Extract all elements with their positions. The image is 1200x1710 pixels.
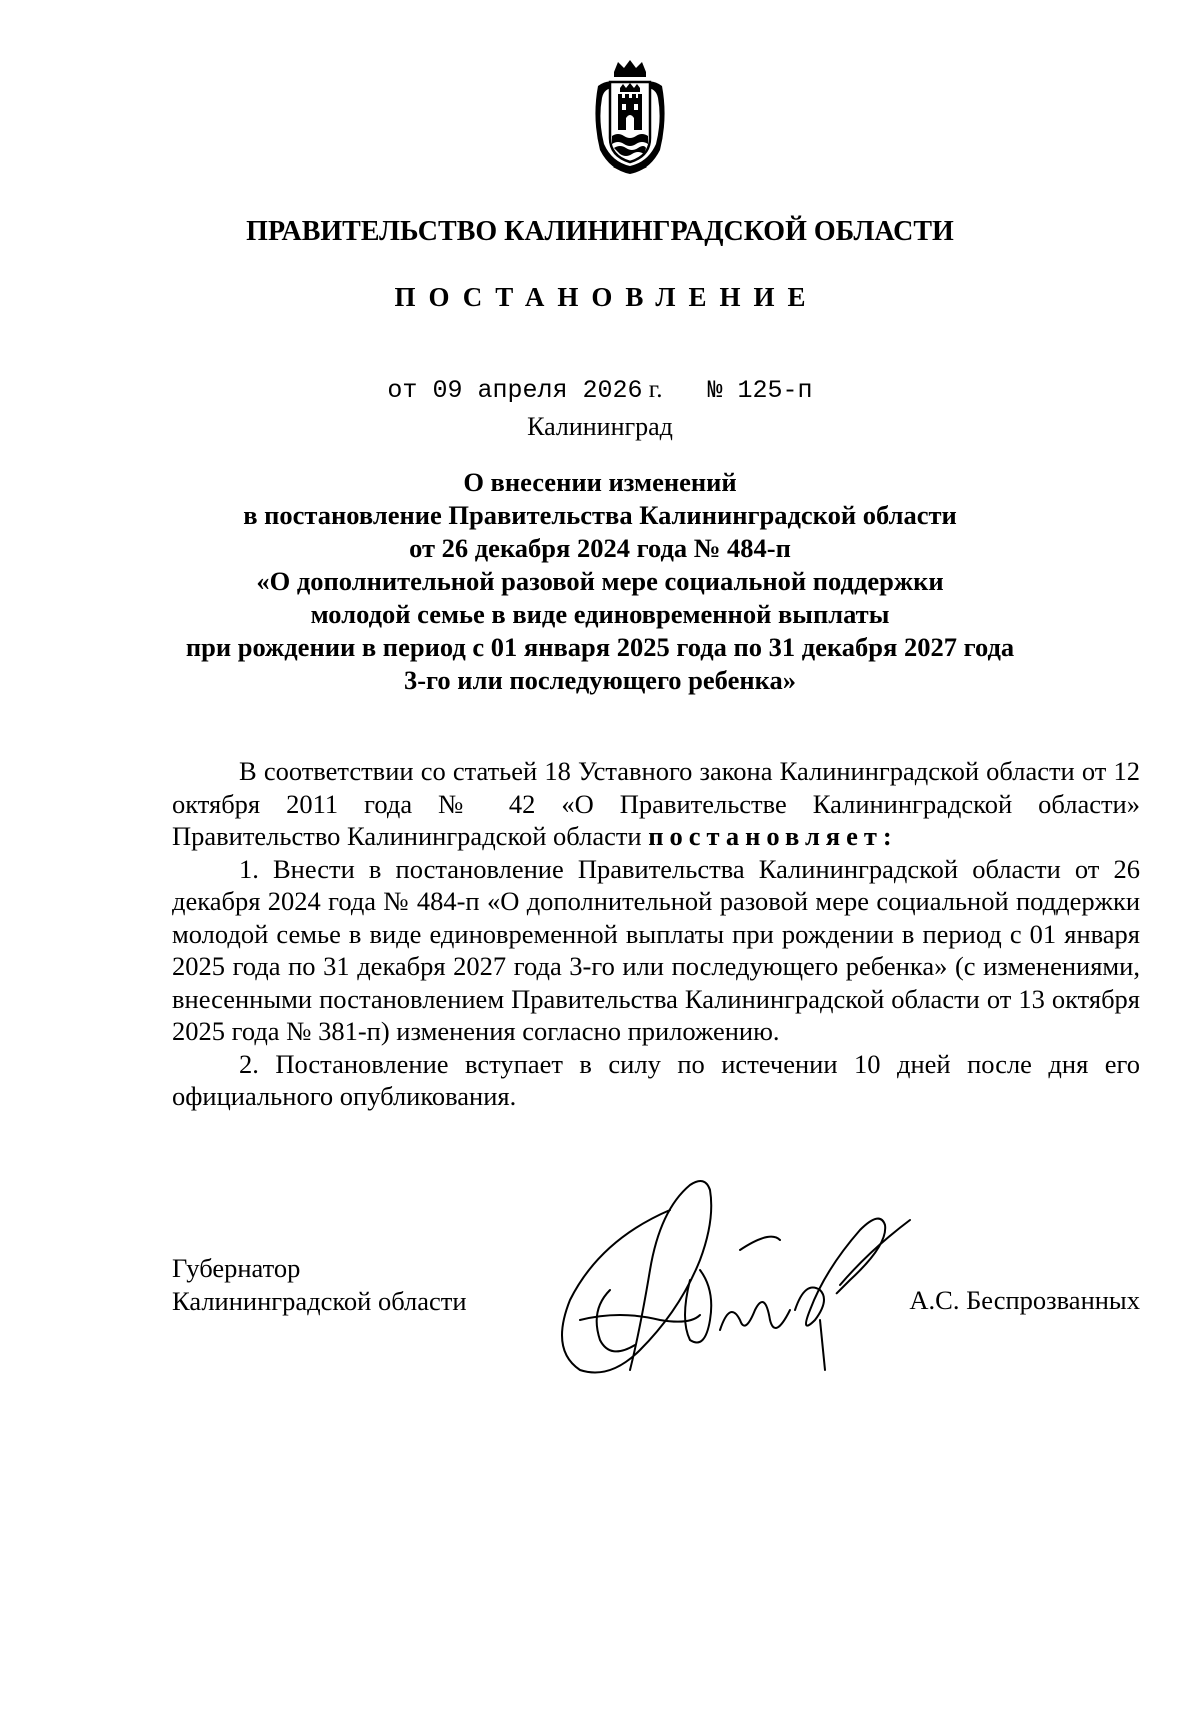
date-day: 09: [432, 376, 463, 405]
date-year-suffix: г.: [648, 376, 663, 403]
subject-line: при рождении в период с 01 января 2025 года по 31 декабря 2027 года: [185, 632, 1015, 662]
subject-line: «О дополнительной разовой мере социальной поддержки: [256, 566, 944, 596]
document-body: [172, 755, 1140, 1113]
signatory-name: А.С. Беспрозванных: [909, 1285, 1140, 1315]
subject-line: в постановление Правительства Калининградской области: [243, 500, 957, 530]
number-sign: №: [707, 376, 723, 405]
subject-line: 3-го или последующего ребенка»: [403, 665, 796, 695]
signatory-position: [172, 1252, 467, 1317]
date-prefix: от: [387, 376, 418, 405]
item-2-paragraph: 2. Постановление вступает в силу по истечении 10 дней после дня его официального опубликования.: [172, 1048, 1140, 1111]
document-subject: [150, 466, 1050, 697]
subject-line: О внесении изменений: [463, 467, 737, 497]
date-month: апреля: [477, 376, 568, 405]
handwritten-signature: [540, 1170, 940, 1380]
item-1-paragraph: 1. Внести в постановление Правительства Калининградской области от 26 декабря 2024 года № 484-п «О дополнительной разовой мере социальной поддержки молодой семье в виде единовременной выплаты при рождении в период с 01 января 2025 года по 31 декабря 2027 года 3-го или последующего ребенка» (с изменениями, внесенными постановлением Правительства Калининградской области от 13 октября 2025 года № 381-п) изменения согласно приложению.: [172, 853, 1140, 1046]
government-title: ПРАВИТЕЛЬСТВО КАЛИНИНГРАДСКОЙ ОБЛАСТИ: [246, 216, 954, 247]
resolves-keyword: постановляет:: [648, 821, 898, 851]
position-line: Губернатор: [172, 1253, 301, 1283]
document-number: 125-п: [737, 376, 813, 405]
subject-line: от 26 декабря 2024 года № 484-п: [409, 533, 791, 563]
document-type-title: ПОСТАНОВЛЕНИЕ: [394, 282, 819, 312]
preamble-paragraph: [172, 755, 1140, 853]
document-city: Калининград: [527, 412, 673, 441]
document-date-number: [0, 376, 1200, 405]
coat-of-arms-icon: [588, 58, 672, 176]
preamble-text: В соответствии со статьей 18 Уставного закона Калининградской области от 12 октября 2011 года № 42 «О Правительстве Калининградской области» Правительство Калининградской области: [172, 756, 1140, 851]
position-line: Калининградской области: [172, 1285, 467, 1316]
subject-line: молодой семье в виде единовременной выплаты: [310, 599, 890, 629]
date-year: 2026: [582, 376, 643, 405]
